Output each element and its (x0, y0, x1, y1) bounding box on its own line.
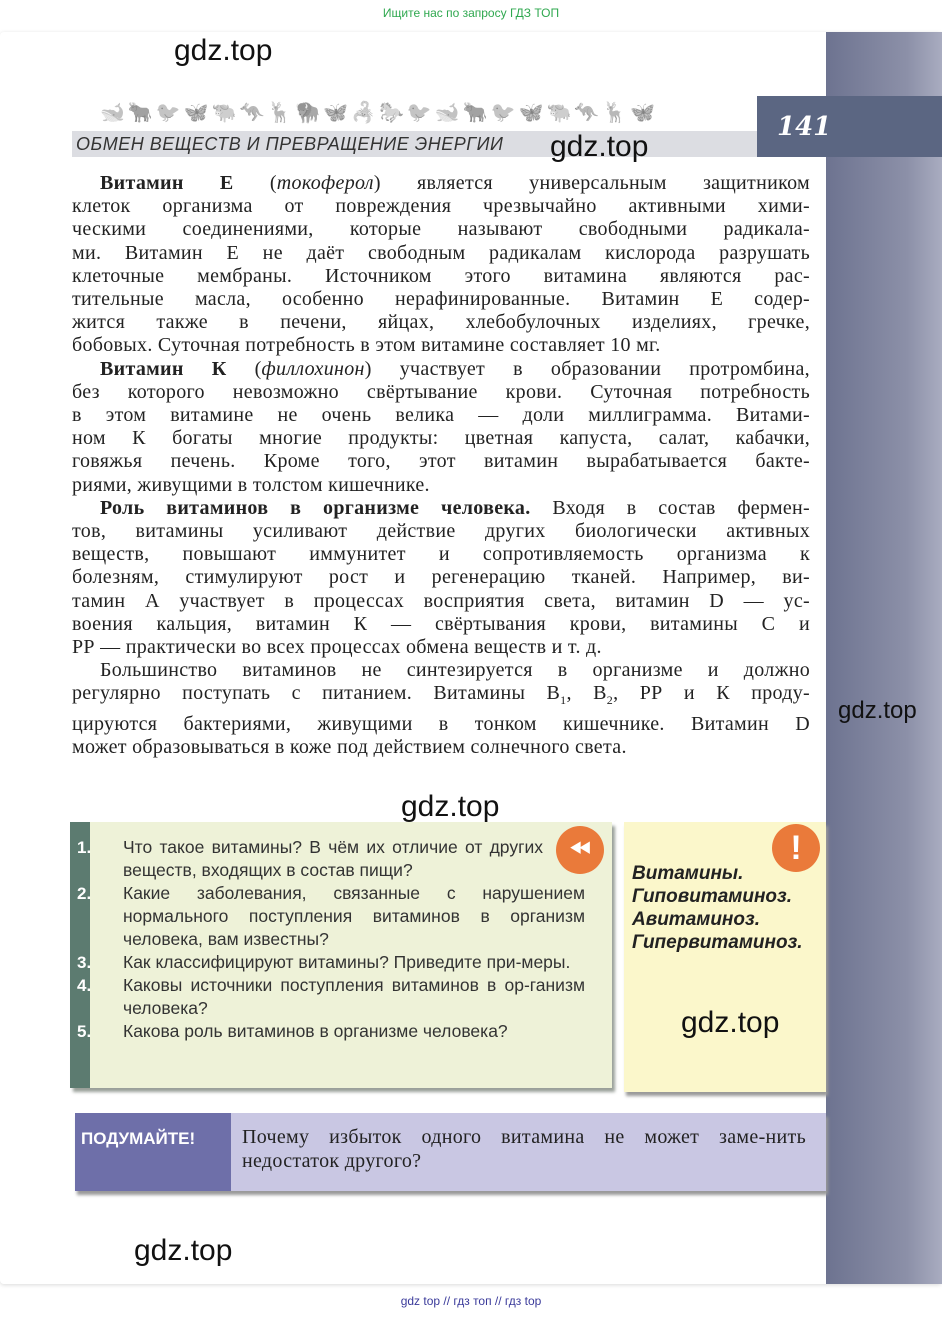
question-text: Каковы источники поступления витаминов в ор-ганизм человека? (123, 975, 585, 1018)
text-line (72, 288, 810, 311)
text-line (72, 311, 810, 334)
text-segment: Входя в состав фермен- (552, 496, 810, 519)
question-number: 3. (77, 953, 92, 972)
exclamation-icon: ! (772, 824, 820, 872)
text-line (72, 265, 810, 288)
question-text: Какова роль витаминов в организме человека? (123, 1021, 508, 1041)
text-line (72, 427, 810, 450)
text-segment: токоферол (276, 172, 374, 194)
text-segment: риями, живущими в толстом кишечнике. (72, 473, 430, 496)
text-segment: 2 (606, 693, 614, 708)
text-segment: клеток организма от повреждения чрезвычайно активными хими- (72, 195, 810, 218)
footer: gdz top // гдз топ // гдз top (400, 1294, 542, 1308)
watermark: gdz.top (681, 1006, 780, 1039)
question-number: 1. (77, 838, 92, 857)
text-line (72, 713, 810, 736)
text-line (72, 566, 810, 589)
question-number: 5. (77, 1022, 92, 1041)
watermark: gdz.top (838, 697, 917, 724)
term: Гипервитаминоз. (632, 932, 803, 953)
think-question: Почему избыток одного витамина не может заме-нить недостаток другого? (242, 1126, 806, 1172)
text-segment: ( (254, 357, 262, 380)
text-segment: РР — практически во всех процессах обмена веществ и т. д. (72, 636, 602, 659)
text-line (72, 358, 810, 381)
text-segment: в этом витамине не очень велика — доли миллиграмма. Витами- (72, 404, 810, 427)
watermark: gdz.top (550, 130, 649, 163)
text-segment: ( (269, 172, 277, 194)
text-segment: жится также в печени, яйцах, хлебобулочных изделиях, гречке, (72, 311, 810, 334)
text-line (72, 590, 810, 613)
text-line (72, 242, 810, 265)
text-segment: , В (566, 682, 607, 705)
question-text: Что такое витамины? В чём их отличие от других веществ, входящих в состав пищи? (123, 837, 543, 880)
text-line (72, 613, 810, 636)
text-line (72, 636, 810, 659)
text-segment: ) является универсальным защитником (373, 172, 810, 194)
watermark: gdz.top (134, 1234, 233, 1267)
text-line (72, 172, 810, 195)
text-line (72, 381, 810, 404)
animal-silhouettes-icon: 🐋🐂🐦🦋🐃🦘🦌🦬🦋🦂🐎🐦🐋🐂🐦🦋🐃🦘🦌🦋 (100, 102, 659, 124)
text-line (72, 334, 810, 357)
question-item (70, 836, 612, 882)
text-segment: 1 (560, 693, 567, 708)
text-segment: филлохинон (261, 357, 365, 380)
text-segment: цируются бактериями, живущими в тонком кишечнике. Витамин D (72, 712, 810, 735)
text-line (72, 682, 810, 712)
text-segment: ном К богаты многие продукты: цветная капуста, салат, кабачки, (72, 427, 810, 450)
question-text: Какие заболевания, связанные с нарушением нормального поступления витаминов в организм человека, вам известны? (123, 883, 585, 949)
text-line (72, 497, 810, 520)
text-segment: ческими соединениями, которые называют свободными радикала- (72, 218, 810, 241)
text-segment: Большинство витаминов не синтезируется в организме и должно (100, 659, 810, 682)
text-line (72, 450, 810, 473)
section-title: ОБМЕН ВЕЩЕСТВ И ПРЕВРАЩЕНИЕ ЭНЕРГИИ (76, 134, 504, 154)
text-line (72, 543, 810, 566)
text-line (72, 736, 810, 759)
text-line (72, 404, 810, 427)
text-segment: бобовых. Суточная потребность в этом витамине составляет 10 мг. (72, 334, 661, 357)
text-line (72, 218, 810, 241)
question-number: 4. (77, 976, 92, 995)
text-segment: тамин А участвует в процессах восприятия света, витамин D — ус- (72, 589, 810, 612)
text-segment: регулярно поступать с питанием. Витамины В (72, 682, 561, 705)
page-number: 141 (777, 112, 832, 142)
main-text (72, 172, 810, 759)
term: Гиповитаминоз. (632, 886, 793, 907)
question-item (70, 951, 612, 974)
section-header (72, 131, 758, 157)
text-line (72, 520, 810, 543)
text-line (72, 474, 810, 497)
text-segment: ми. Витамин Е не даёт свободным радикалам кислорода разрушать (72, 241, 810, 264)
text-segment: без которого невозможно свёртывание крови. Суточная потребность (72, 380, 810, 403)
text-segment: ) участвует в образовании протромбина, (364, 357, 810, 380)
text-segment: клеточные мембраны. Источником этого витамина являются рас- (72, 264, 810, 287)
text-segment: Витамин К (100, 357, 227, 380)
text-line (72, 195, 810, 218)
text-line (72, 659, 810, 682)
watermark: gdz.top (401, 790, 500, 823)
text-segment: веществ, повышают иммунитет и сопротивляемость организма к (72, 543, 810, 566)
text-segment: тительные масла, особенно нерафинированные. Витамин Е содер- (72, 288, 810, 311)
question-text: Как классифицируют витамины? Приведите при-меры. (123, 952, 571, 972)
text-segment: говяжья печень. Кроме того, этот витамин вырабатывается бакте- (72, 450, 810, 473)
text-segment: Роль витаминов в организме человека. (100, 496, 531, 519)
text-segment: Витамин Е (100, 172, 234, 194)
page-number-box (757, 96, 942, 157)
text-segment: , РР и К проду- (613, 682, 810, 705)
question-item (70, 1020, 612, 1043)
think-box (75, 1113, 826, 1191)
think-label: ПОДУМАЙТЕ! (75, 1113, 231, 1191)
questions-box (70, 822, 612, 1088)
text-segment: воения кальция, витамин К — свёртывания крови, витамины С и (72, 612, 810, 635)
top-note: Ищите нас по запросу ГДЗ ТОП (382, 6, 560, 20)
question-item (70, 974, 612, 1020)
page-edge (826, 32, 942, 1284)
rewind-icon: ⏪︎ (556, 826, 604, 874)
term: Авитаминоз. (632, 909, 760, 930)
term: Витамины. (632, 863, 744, 884)
text-segment: может образовываться в коже под действием солнечного света. (72, 735, 627, 758)
text-segment: тов, витамины усиливают действие других биологически активных (72, 520, 810, 543)
question-item (70, 882, 612, 951)
text-segment: болезням, стимулируют рост и регенерацию тканей. Например, ви- (72, 566, 810, 589)
watermark: gdz.top (174, 34, 273, 67)
question-number: 2. (77, 884, 92, 903)
key-terms (632, 862, 803, 954)
